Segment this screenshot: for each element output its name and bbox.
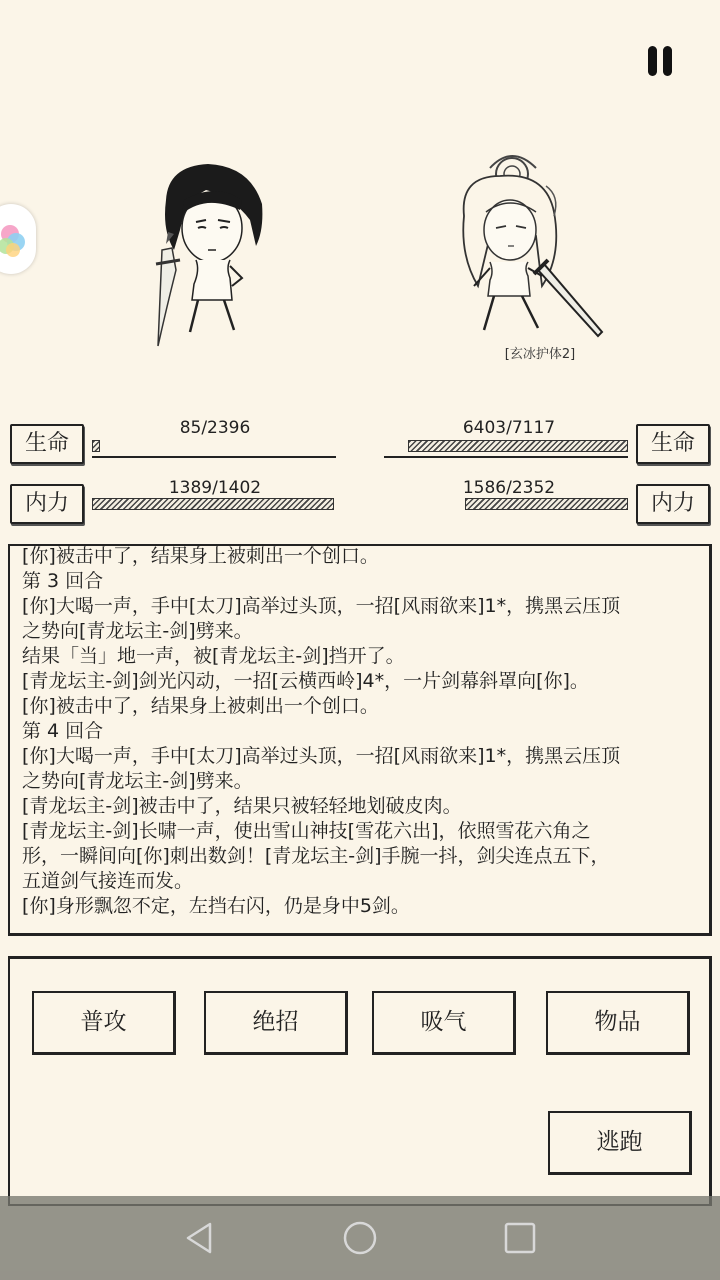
enemy-character-sprite: [450, 146, 610, 346]
battle-log-panel[interactable]: [8, 544, 712, 936]
enemy-status-tag: [玄冰护体2]: [504, 347, 576, 362]
log-line: 第 3 回合: [22, 570, 104, 592]
enemy-mp-label: 内力: [636, 484, 710, 524]
log-line: [你]被击中了，结果身上被刺出一个创口。: [22, 695, 379, 717]
log-line: 形，一瞬间向[你]刺出数剑！[青龙坛主-剑]手腕一抖，剑尖连点五下，: [22, 845, 610, 867]
log-line: [青龙坛主-剑]剑光闪动，一招[云横西岭]4*，一片剑幕斜罩向[你]。: [22, 670, 589, 692]
battle-log: [22, 544, 699, 919]
log-line: 之势向[青龙坛主-剑]劈来。: [22, 620, 253, 642]
log-line: [你]身形飘忽不定，左挡右闪，仍是身中5剑。: [22, 895, 410, 917]
log-line: 五道剑气接连而发。: [22, 870, 194, 892]
recents-button[interactable]: [502, 1220, 538, 1256]
log-line: [你]被击中了，结果身上被刺出一个创口。: [22, 545, 379, 567]
player-mp-value: 1389/1402: [168, 478, 262, 498]
home-button[interactable]: [342, 1220, 378, 1256]
enemy-hp-label: 生命: [636, 424, 710, 464]
log-line: 结果「当」地一声，被[青龙坛主-剑]挡开了。: [22, 645, 405, 667]
player-hp-label: 生命: [10, 424, 84, 464]
enemy-hp-value: 6403/7117: [462, 418, 556, 438]
log-line: [你]大喝一声，手中[太刀]高举过头顶，一招[风雨欲来]1*，携黑云压顶: [22, 595, 621, 617]
action-panel: [8, 956, 712, 1206]
player-hp-value: 85/2396: [179, 418, 251, 438]
home-circle-icon: [342, 1220, 378, 1256]
items-button[interactable]: 物品: [546, 991, 690, 1055]
enemy-hp-bar-fill: [408, 440, 628, 452]
system-navigation-bar: [0, 1196, 720, 1280]
attack-button[interactable]: 普攻: [32, 991, 176, 1055]
log-line: [你]大喝一声，手中[太刀]高举过头顶，一招[风雨欲来]1*，携黑云压顶: [22, 745, 621, 767]
player-mp-bar: [92, 498, 336, 512]
pause-button[interactable]: [644, 44, 676, 78]
player-character-sprite: [146, 160, 276, 350]
back-button[interactable]: [182, 1220, 218, 1256]
pause-icon: [648, 46, 657, 76]
log-line: 第 4 回合: [22, 720, 104, 742]
ultimate-button[interactable]: 绝招: [204, 991, 348, 1055]
flee-button[interactable]: 逃跑: [548, 1111, 692, 1175]
breathe-button[interactable]: 吸气: [372, 991, 516, 1055]
enemy-mp-bar: [384, 498, 628, 512]
back-triangle-icon: [182, 1220, 218, 1256]
log-line: 之势向[青龙坛主-剑]劈来。: [22, 770, 253, 792]
log-line: [青龙坛主-剑]长啸一声，使出雪山神技[雪花六出]，依照雪花六角之: [22, 820, 591, 842]
enemy-mp-bar-fill: [465, 498, 628, 510]
floating-assistant-button[interactable]: [0, 204, 36, 274]
player-hp-bar-fill: [92, 440, 100, 452]
enemy-hp-bar: [384, 440, 628, 454]
recents-square-icon: [502, 1220, 538, 1256]
log-line: [青龙坛主-剑]被击中了，结果只被轻轻地划破皮肉。: [22, 795, 462, 817]
player-mp-bar-fill: [92, 498, 334, 510]
assistant-bubble-icon: [0, 204, 36, 274]
enemy-mp-value: 1586/2352: [462, 478, 556, 498]
player-hp-bar: [92, 440, 334, 454]
player-mp-label: 内力: [10, 484, 84, 524]
